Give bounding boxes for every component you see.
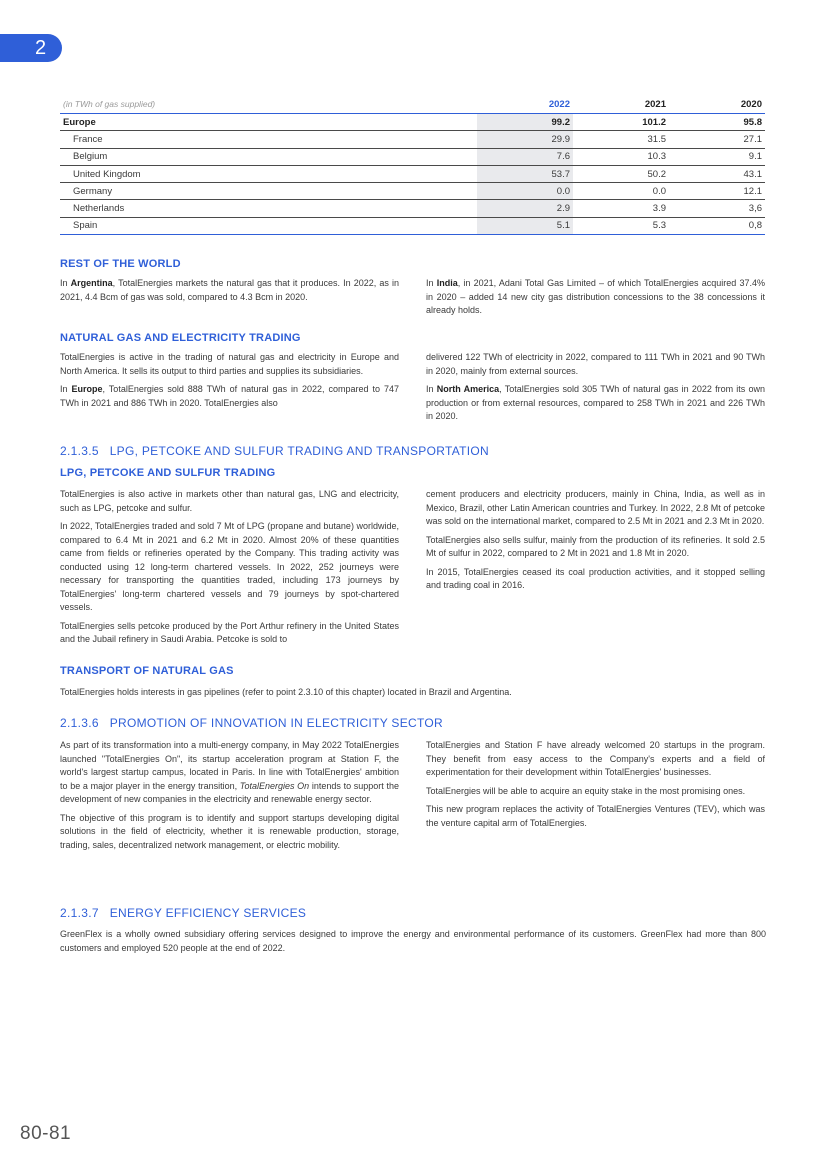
section-2136-heading: 2.1.3.6 PROMOTION OF INNOVATION IN ELECTRICITY SECTOR xyxy=(60,716,444,730)
paragraph: delivered 122 TWh of electricity in 2022, compared to 111 TWh in 2021 and 90 TWh in 2020, mainly from external sources. xyxy=(426,352,765,376)
innovation-right-column xyxy=(426,739,765,835)
cell-2020: 27.1 xyxy=(669,131,765,148)
unit-label: (in TWh of gas supplied) xyxy=(60,96,477,114)
rest-of-world-left-column xyxy=(60,277,399,309)
cell-2021: 0.0 xyxy=(573,183,669,200)
greenflex-paragraph: GreenFlex is a wholly owned subsidiary offering services designed to improve the energy and environmental performance of its customers. GreenFlex had more than 800 customers and employed 520 people at the end of 2022. xyxy=(60,929,766,953)
section-2135-heading: 2.1.3.5 LPG, PETCOKE AND SULFUR TRADING AND TRANSPORTATION xyxy=(60,444,489,458)
cell-2021: 50.2 xyxy=(573,165,669,182)
row-label: United Kingdom xyxy=(60,165,477,182)
table-header-row xyxy=(60,96,765,114)
cell-2021: 3.9 xyxy=(573,200,669,217)
gas-supply-table xyxy=(60,96,765,235)
cell-2022: 99.2 xyxy=(477,114,573,131)
north-america-paragraph: In North America, TotalEnergies sold 305 TWh of natural gas in 2022 from its own production or from external resources, compared to 258 TWh in 2021 and 226 TWh in 2020. xyxy=(426,384,766,421)
table-row xyxy=(60,217,765,234)
lpg-left-column xyxy=(60,488,399,652)
cell-2021: 5.3 xyxy=(573,217,669,234)
table-row xyxy=(60,183,765,200)
cell-2020: 0,8 xyxy=(669,217,765,234)
row-label: Germany xyxy=(60,183,477,200)
india-paragraph: In India, in 2021, Adani Total Gas Limited – of which TotalEnergies acquired 37.4% in 2020 – added 14 new city gas distribution concessions to the 38 concessions it already holds. xyxy=(426,278,765,315)
cell-2020: 95.8 xyxy=(669,114,765,131)
table-row xyxy=(60,148,765,165)
table-row xyxy=(60,165,765,182)
table-row xyxy=(60,114,765,131)
cell-2020: 3,6 xyxy=(669,200,765,217)
year-header: 2020 xyxy=(669,96,765,114)
row-label: Netherlands xyxy=(60,200,477,217)
rest-of-world-right-column xyxy=(426,277,765,323)
chapter-tab xyxy=(0,34,62,62)
section-2137-heading: 2.1.3.7 ENERGY EFFICIENCY SERVICES xyxy=(60,906,307,920)
year-header: 2022 xyxy=(477,96,573,114)
page-number: 80-81 xyxy=(20,1123,72,1144)
paragraph: TotalEnergies also sells sulfur, mainly from the production of its refineries. It sold 2.5 Mt of sulfur in 2022, compared to 2 Mt in 2021 and 1.8 Mt in 2020. xyxy=(426,534,765,558)
cell-2022: 2.9 xyxy=(477,200,573,217)
transport-heading: TRANSPORT OF NATURAL GAS xyxy=(60,665,234,677)
gas-trading-heading: NATURAL GAS AND ELECTRICITY TRADING xyxy=(60,332,301,344)
cell-2021: 10.3 xyxy=(573,148,669,165)
row-label: France xyxy=(60,131,477,148)
transport-paragraph: TotalEnergies holds interests in gas pipelines (refer to point 2.3.10 of this chapter) located in Brazil and Argentina. xyxy=(60,687,512,697)
row-label: Spain xyxy=(60,217,477,234)
paragraph: In 2022, TotalEnergies traded and sold 7 Mt of LPG (propane and butane) worldwide, compared to 6.4 Mt in 2021 and 6.2 Mt in 2020. Almost 20% of these quantities came from fields or refineries operated by the Company. This trading activity was conducted using 12 long-term chartered vessels. In 2022, 252 journeys were necessary for transporting the quantities traded, including 173 journeys by TotalEnergies' long-term chartered vessels and 79 journeys by spot-chartered vessels. xyxy=(60,521,399,612)
paragraph: cement producers and electricity producers, mainly in China, India, as well as in Mexico, Brazil, other Latin American countries and Turkey. In 2022, 2.8 Mt of petcoke was sold on the international market, compared to 2.5 Mt in 2021 and 2.3 Mt in 2020. xyxy=(426,489,765,526)
cell-2022: 0.0 xyxy=(477,183,573,200)
gas-trading-right-column xyxy=(426,351,765,429)
paragraph: TotalEnergies will be able to acquire an equity stake in the most promising ones. xyxy=(426,785,746,796)
paragraph: In 2015, TotalEnergies ceased its coal production activities, and it stopped selling and trading coal in 2016. xyxy=(426,566,765,590)
gas-trading-left-column xyxy=(60,351,399,415)
cell-2022: 53.7 xyxy=(477,165,573,182)
paragraph: TotalEnergies is also active in markets other than natural gas, LNG and electricity, such as LPG, petcoke and sulfur. xyxy=(60,489,399,513)
lpg-right-column xyxy=(426,488,765,598)
rest-of-world-heading: REST OF THE WORLD xyxy=(60,258,181,270)
cell-2020: 9.1 xyxy=(669,148,765,165)
paragraph: TotalEnergies is active in the trading of natural gas and electricity in Europe and North America. It sells its output to third parties and supplies its subsidiaries. xyxy=(60,352,399,376)
cell-2021: 31.5 xyxy=(573,131,669,148)
year-header: 2021 xyxy=(573,96,669,114)
paragraph: TotalEnergies and Station F have already welcomed 20 startups in the program. They benefit from easy access to the Company's experts and a field of experimentation for their development within TotalEnergies' businesses. xyxy=(426,740,765,777)
row-label: Europe xyxy=(60,114,477,131)
cell-2021: 101.2 xyxy=(573,114,669,131)
cell-2022: 5.1 xyxy=(477,217,573,234)
cell-2022: 7.6 xyxy=(477,148,573,165)
cell-2020: 12.1 xyxy=(669,183,765,200)
paragraph: This new program replaces the activity of TotalEnergies Ventures (TEV), which was the venture capital arm of TotalEnergies. xyxy=(426,804,765,828)
paragraph: The objective of this program is to identify and support startups developing digital solutions in the field of electricity, whether it is renewable production, storage, trading, sales, decentralized network management, or electric mobility. xyxy=(60,812,399,850)
argentina-paragraph: In Argentina, TotalEnergies markets the natural gas that it produces. In 2022, as in 2021, 4.4 Bcm of gas was sold, compared to 4.3 Bcm in 2020. xyxy=(60,278,399,302)
table-row xyxy=(60,200,765,217)
innovation-left-column xyxy=(60,739,399,857)
cell-2022: 29.9 xyxy=(477,131,573,148)
paragraph: As part of its transformation into a multi-energy company, in May 2022 TotalEnergies launched "TotalEnergies On", its startup acceleration program at Station F, the world's largest startup campus, located in Paris. In line with TotalEnergies' ambition to be a major player in the energy transition, TotalEnergies On intends to support the development of new companies in the electricity and renewable energy sector. xyxy=(60,740,399,804)
paragraph: TotalEnergies sells petcoke produced by the Port Arthur refinery in the United States and the Jubail refinery in Saudi Arabia. Petcoke is sold to xyxy=(60,620,399,644)
chapter-number: 2 xyxy=(35,37,47,59)
cell-2020: 43.1 xyxy=(669,165,765,182)
table-row xyxy=(60,131,765,148)
europe-paragraph: In Europe, TotalEnergies sold 888 TWh of natural gas in 2022, compared to 747 TWh in 2021 and 886 TWh in 2020. TotalEnergies also xyxy=(60,384,399,408)
row-label: Belgium xyxy=(60,148,477,165)
lpg-trading-heading: LPG, PETCOKE AND SULFUR TRADING xyxy=(60,467,276,479)
